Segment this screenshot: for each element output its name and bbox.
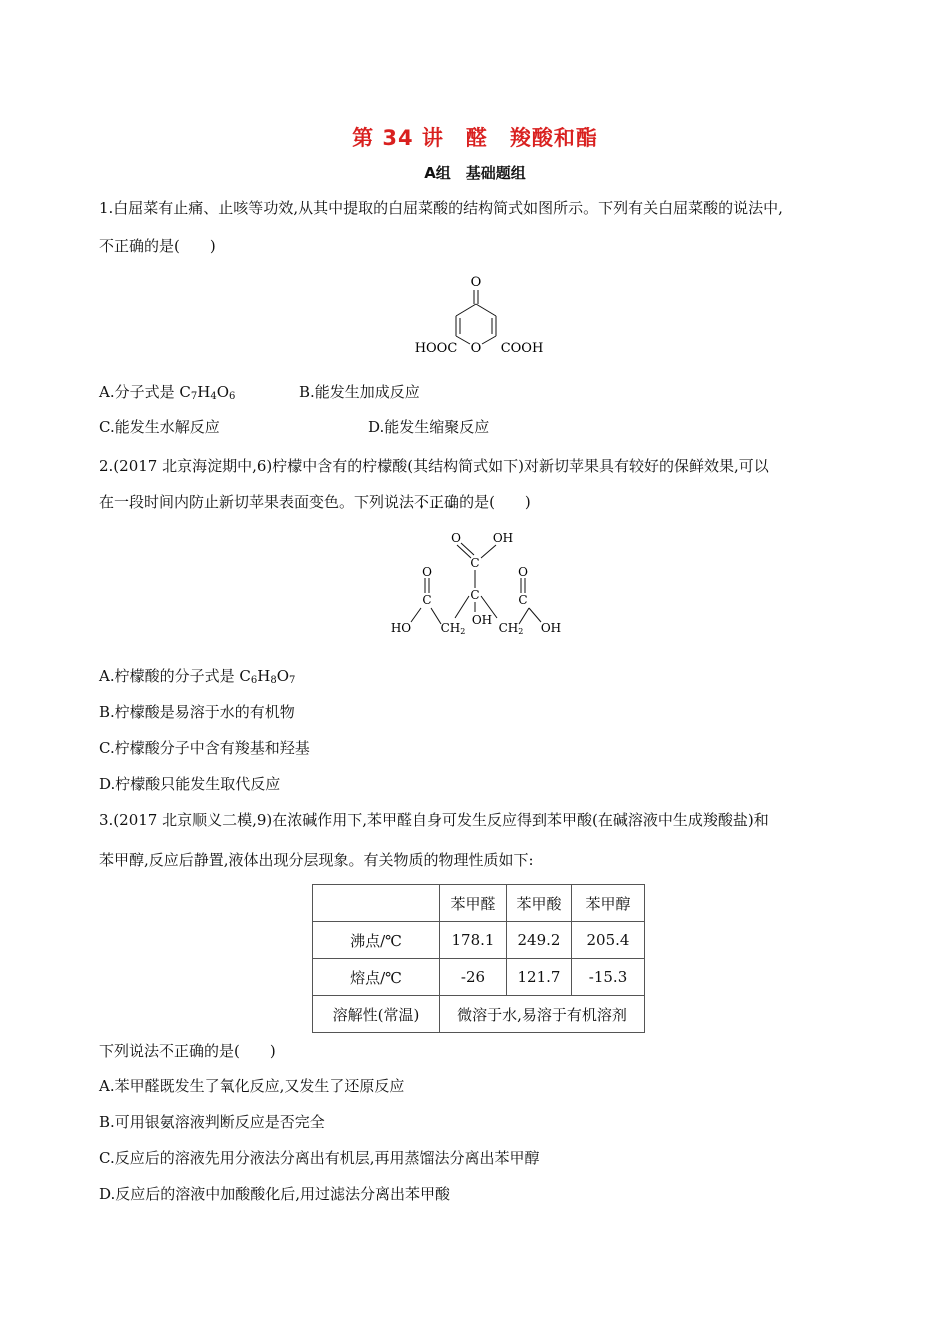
q2-left-o: O [422,565,432,579]
table-header-cell [313,885,440,922]
q3-option-c: C.反应后的溶液先用分液法分离出有机层,再用蒸馏法分离出苯甲醇 [99,1149,540,1167]
q2-left-ho: HO [390,621,412,635]
emphasis-char: 确 [444,493,460,511]
q2-top-c: C [470,556,480,570]
q3-option-a: A.苯甲醛既发生了氧化反应,又发生了还原反应 [99,1077,405,1095]
table-row [313,996,645,1033]
q1-stem-line1: 1.白屈菜有止痛、止咳等功效,从其中提取的白屈菜酸的结构简式如图所示。下列有关白屈菜酸的说法中, [99,199,783,217]
table-cell: -15.3 [572,959,645,996]
table-row [313,922,645,959]
q2-left-c: C [422,593,432,607]
q1-ring-oxygen: O [470,341,482,356]
q1-left-group: HOOC [414,341,458,356]
emphasis-char: 正 [429,493,445,511]
table-header-row [313,885,645,922]
q3-stem-line2: 苯甲醇,反应后静置,液体出现分层现象。有关物质的物理性质如下: [99,851,534,869]
q1-structure-diagram [400,270,560,362]
q3-stem-line1: 3.(2017 北京顺义二模,9)在浓碱作用下,苯甲醛自身可发生反应得到苯甲酸(在碱溶液中生成羧酸盐)和 [99,811,769,829]
q3-option-b: B.可用银氨溶液判断反应是否完全 [99,1113,325,1131]
q3-option-d: D.反应后的溶液中加酸酸化后,用过滤法分离出苯甲酸 [99,1185,451,1203]
table-header-cell: 苯甲醛 [440,885,507,922]
q1-option-c: C.能发生水解反应 [99,418,220,436]
table-header-cell: 苯甲酸 [507,885,572,922]
q3-question: 下列说法不正确的是( ) [99,1042,276,1060]
q2-center-c: C [470,588,480,602]
properties-table [312,884,645,1033]
q2-stem-line1: 2.(2017 北京海淀期中,6)柠檬中含有的柠檬酸(其结构简式如下)对新切苹果具有较好的保鲜效果,可以 [99,457,769,475]
table-cell: 205.4 [572,922,645,959]
table-header-cell: 苯甲醇 [572,885,645,922]
group-heading: A组 基础题组 [424,164,526,182]
table-cell: 沸点/℃ [313,922,440,959]
q2-right-ch2: CH2 [498,621,524,636]
q2-stem-line2: 在一段时间内防止新切苹果表面变色。下列说法不正确的是( ) [99,493,531,511]
q1-top-oxygen: O [470,275,482,290]
table-cell: 249.2 [507,922,572,959]
table-cell: 熔点/℃ [313,959,440,996]
q2-center-oh: OH [471,613,493,627]
q1-right-group: COOH [500,341,544,356]
q2-option-c: C.柠檬酸分子中含有羧基和羟基 [99,739,310,757]
table-row [313,959,645,996]
q2-right-oh: OH [540,621,562,635]
table-cell: -26 [440,959,507,996]
table-cell: 178.1 [440,922,507,959]
q2-structure-diagram [385,526,575,642]
q2-option-b: B.柠檬酸是易溶于水的有机物 [99,703,295,721]
page-title: 第 34 讲 醛 羧酸和酯 [352,126,598,150]
q1-option-b: B.能发生加成反应 [299,383,420,401]
table-cell: 溶解性(常温) [313,996,440,1033]
q2-top-oh: OH [492,531,514,545]
table-cell: 微溶于水,易溶于有机溶剂 [440,996,645,1033]
q2-option-d: D.柠檬酸只能发生取代反应 [99,775,281,793]
q2-right-o: O [518,565,528,579]
q2-left-ch2: CH2 [440,621,466,636]
q1-stem-line2: 不正确的是( ) [99,237,216,255]
q2-right-c: C [518,593,528,607]
q1-option-d: D.能发生缩聚反应 [368,418,490,436]
q1-option-a: A.分子式是 $C_7H_4O_6$ [99,383,236,402]
q2-top-o: O [451,531,461,545]
q2-option-a: A.柠檬酸的分子式是 $C_6H_8O_7$ [99,667,296,686]
emphasis-char: 不 [414,493,430,511]
table-cell: 121.7 [507,959,572,996]
